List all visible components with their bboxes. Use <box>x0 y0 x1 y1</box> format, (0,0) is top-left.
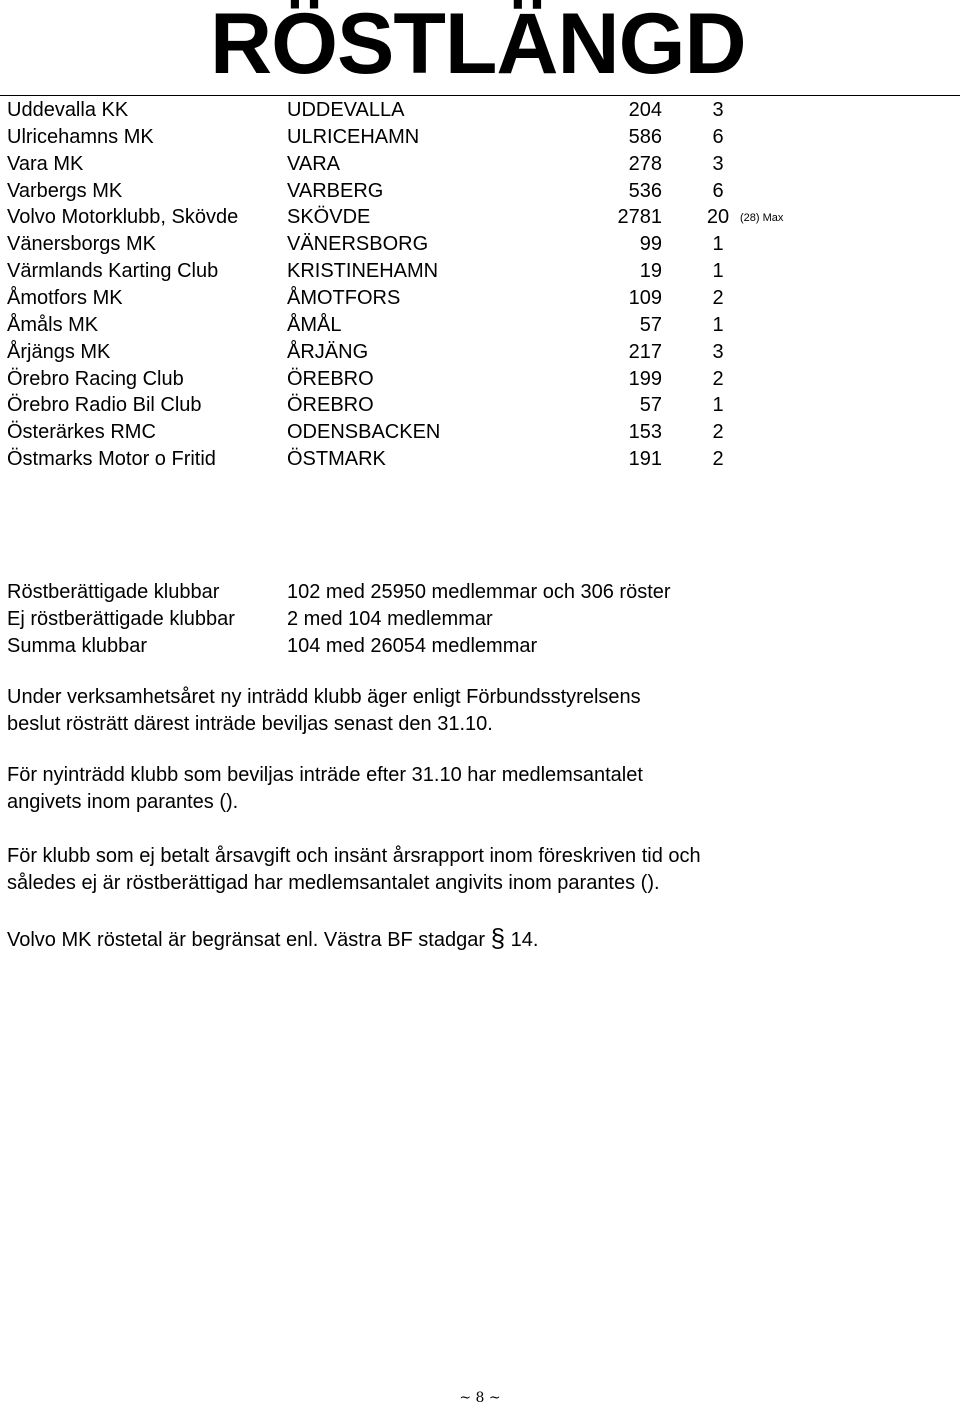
club-city: ULRICEHAMN <box>287 125 420 148</box>
summary-label: Ej röstberättigade klubbar <box>7 608 235 630</box>
club-city: ÖREBRO <box>287 394 374 417</box>
club-city: VÄNERSBORG <box>287 233 429 256</box>
club-city: VARBERG <box>287 179 384 202</box>
vote-count: 1 <box>712 233 724 256</box>
member-count: 57 <box>639 394 662 417</box>
table-row <box>0 285 960 312</box>
club-city: ÖSTMARK <box>287 448 386 471</box>
table-row <box>0 231 960 258</box>
vote-count: 1 <box>712 313 724 336</box>
vote-count: 3 <box>712 340 724 363</box>
club-city: ODENSBACKEN <box>287 421 441 444</box>
vote-count: 20 <box>706 206 730 229</box>
club-name: Volvo Motorklubb, Skövde <box>7 206 239 229</box>
club-name: Årjängs MK <box>7 340 111 363</box>
summary-row <box>0 579 960 606</box>
summary-value: 2 med 104 medlemmar <box>287 608 493 630</box>
table-row <box>0 204 960 231</box>
table-row <box>0 97 960 124</box>
member-count: 99 <box>639 233 662 256</box>
club-city: ÅMOTFORS <box>287 286 401 309</box>
member-count: 204 <box>628 99 662 121</box>
club-name: Åmotfors MK <box>7 286 123 309</box>
summary-label: Röstberättigade klubbar <box>7 581 220 603</box>
summary-row <box>0 633 960 660</box>
club-name: Uddevalla KK <box>7 99 129 121</box>
member-count: 109 <box>628 286 662 309</box>
vote-count: 2 <box>712 421 724 444</box>
member-count: 536 <box>628 179 662 202</box>
table-row <box>0 312 960 339</box>
table-row <box>0 419 960 446</box>
club-name: Vänersborgs MK <box>7 233 156 256</box>
vote-count: 2 <box>712 286 724 309</box>
vote-count: 1 <box>712 394 724 417</box>
club-name: Ulricehamns MK <box>7 125 154 148</box>
member-count: 19 <box>639 260 662 283</box>
table-row <box>0 446 960 473</box>
table-row <box>0 339 960 366</box>
vote-count: 1 <box>712 260 724 283</box>
member-count: 2781 <box>617 206 662 229</box>
club-city: ÅMÅL <box>287 313 342 336</box>
vote-count: 6 <box>712 179 724 202</box>
note-paragraph-2: För nyinträdd klubb som beviljas inträde efter 31.10 har medlemsantalet angivets inom parantes (). <box>7 764 643 813</box>
member-count: 199 <box>628 367 662 390</box>
club-name: Österärkes RMC <box>7 421 156 444</box>
club-city: SKÖVDE <box>287 206 371 229</box>
note-paragraph-4 <box>7 924 947 954</box>
summary-label: Summa klubbar <box>7 635 148 657</box>
club-city: VARA <box>287 152 340 175</box>
table-row <box>0 392 960 419</box>
summary-value: 102 med 25950 medlemmar och 306 röster <box>287 581 671 603</box>
club-city: UDDEVALLA <box>287 99 405 121</box>
club-name: Värmlands Karting Club <box>7 260 219 283</box>
note-paragraph-4-end: 14. <box>505 929 539 951</box>
member-count: 586 <box>628 125 662 148</box>
vote-note: (28) Max <box>740 212 784 225</box>
club-city: ÖREBRO <box>287 367 374 390</box>
vote-count: 2 <box>712 367 724 390</box>
club-name: Åmåls MK <box>7 313 99 336</box>
title-rule <box>0 95 960 96</box>
vote-count: 3 <box>712 152 724 175</box>
club-city: KRISTINEHAMN <box>287 260 439 283</box>
summary-value: 104 med 26054 medlemmar <box>287 635 538 657</box>
table-row <box>0 124 960 151</box>
table-row <box>0 178 960 205</box>
note-paragraph-1: Under verksamhetsåret ny inträdd klubb äger enligt Förbundsstyrelsens beslut rösträtt därest inträde beviljas senast den 31.10. <box>7 686 641 735</box>
page-title: RÖSTLÄNGD <box>210 0 746 92</box>
table-row <box>0 151 960 178</box>
club-name: Örebro Racing Club <box>7 367 184 390</box>
club-name: Vara MK <box>7 152 84 175</box>
section-symbol: § <box>490 923 506 953</box>
club-name: Östmarks Motor o Fritid <box>7 448 216 471</box>
club-name: Örebro Radio Bil Club <box>7 394 202 417</box>
member-count: 217 <box>628 340 662 363</box>
table-row <box>0 258 960 285</box>
member-count: 278 <box>628 152 662 175</box>
page-number: ~ 8 ~ <box>459 1390 501 1406</box>
note-paragraph-4-text: Volvo MK röstetal är begränsat enl. Västra BF stadgar <box>7 929 491 951</box>
vote-count: 3 <box>712 99 724 121</box>
vote-count: 6 <box>712 125 724 148</box>
summary-row <box>0 606 960 633</box>
table-row <box>0 366 960 393</box>
member-count: 191 <box>628 448 662 471</box>
note-paragraph-3: För klubb som ej betalt årsavgift och insänt årsrapport inom föreskriven tid och således ej är röstberättigad har medlemsantalet angivits inom parantes (). <box>7 845 701 894</box>
member-count: 153 <box>628 421 662 444</box>
vote-count: 2 <box>712 448 724 471</box>
member-count: 57 <box>639 313 662 336</box>
club-city: ÅRJÄNG <box>287 340 369 363</box>
club-name: Varbergs MK <box>7 179 123 202</box>
